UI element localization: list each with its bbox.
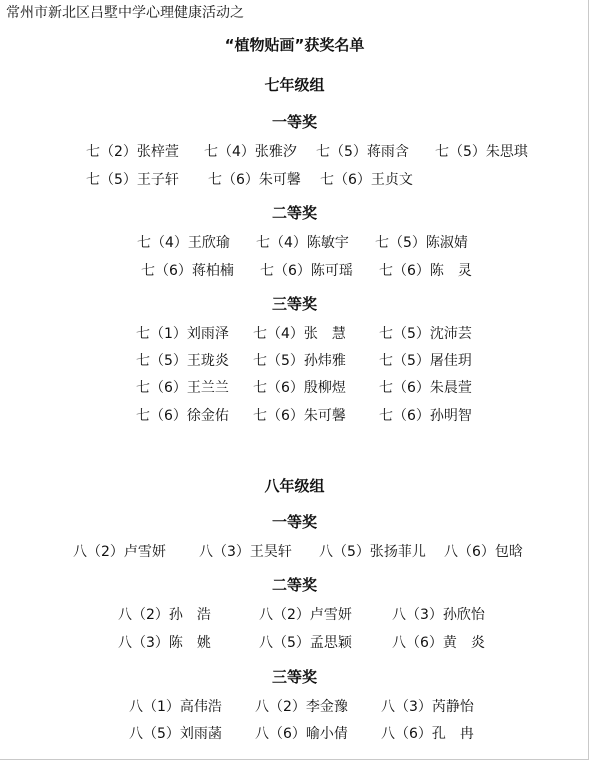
winner-name: 七（6）王贞文 <box>320 172 413 188</box>
winner-name: 八（3）王昊轩 <box>199 544 292 560</box>
winner-name: 七（5）蒋雨含 <box>316 144 409 160</box>
winner-name: 八（5）刘雨菡 <box>129 726 222 742</box>
prize-title-g8-third: 三等奖 <box>271 668 317 686</box>
winner-name: 七（6）徐金佑 <box>136 408 229 424</box>
winner-name: 七（2）张梓萱 <box>86 144 179 160</box>
prize-title-g7-first: 一等奖 <box>271 113 317 131</box>
winner-name: 七（5）孙炜雅 <box>253 353 346 369</box>
winner-name: 七（5）王珑炎 <box>136 353 229 369</box>
group-title-grade7: 七年级组 <box>264 76 325 94</box>
prize-title-g7-third: 三等奖 <box>271 295 317 313</box>
winner-name: 七（5）沈沛芸 <box>379 326 472 342</box>
winner-name: 七（6）王兰兰 <box>136 380 229 396</box>
winner-name: 八（3）陈 姚 <box>118 635 211 651</box>
winner-name: 七（6）朱晨萱 <box>379 380 472 396</box>
document-header: 常州市新北区吕墅中学心理健康活动之 <box>6 5 244 21</box>
prize-title-g7-second: 二等奖 <box>271 204 317 222</box>
winner-name: 八（2）卢雪妍 <box>259 607 352 623</box>
winner-name: 八（3）芮静怡 <box>381 699 474 715</box>
winner-name: 七（6）朱可馨 <box>208 172 301 188</box>
winner-name: 七（6）陈 灵 <box>379 263 472 279</box>
winner-name: 八（5）张扬菲儿 <box>319 544 426 560</box>
winner-name: 七（5）陈淑婧 <box>375 235 468 251</box>
winner-name: 七（6）朱可馨 <box>253 408 346 424</box>
winner-name: 七（5）屠佳玥 <box>379 353 472 369</box>
document-title: “植物贴画”获奖名单 <box>224 36 365 54</box>
winner-name: 八（3）孙欣怡 <box>392 607 485 623</box>
winner-name: 七（6）蒋柏楠 <box>141 263 234 279</box>
winner-name: 七（4）张雅汐 <box>204 144 297 160</box>
winner-name: 七（5）王子轩 <box>86 172 179 188</box>
winner-name: 八（6）喻小倩 <box>255 726 348 742</box>
winner-name: 八（2）孙 浩 <box>118 607 211 623</box>
winner-name: 八（6）孔 冉 <box>381 726 474 742</box>
winner-name: 七（6）殷柳煜 <box>253 380 346 396</box>
winner-name: 八（2）卢雪妍 <box>73 544 166 560</box>
group-title-grade8: 八年级组 <box>264 477 325 495</box>
prize-title-g8-first: 一等奖 <box>271 513 317 531</box>
winner-name: 八（5）孟思颖 <box>259 635 352 651</box>
winner-name: 八（1）高伟浩 <box>129 699 222 715</box>
winner-name: 七（4）王欣瑜 <box>137 235 230 251</box>
winner-name: 八（6）包晗 <box>444 544 523 560</box>
prize-title-g8-second: 二等奖 <box>271 576 317 594</box>
winner-name: 八（2）李金豫 <box>255 699 348 715</box>
winner-name: 七（6）孙明智 <box>379 408 472 424</box>
winner-name: 八（6）黄 炎 <box>392 635 485 651</box>
winner-name: 七（1）刘雨泽 <box>136 326 229 342</box>
winner-name: 七（4）陈敏宇 <box>256 235 349 251</box>
winner-name: 七（4）张 慧 <box>253 326 346 342</box>
winner-name: 七（6）陈可瑶 <box>260 263 353 279</box>
winner-name: 七（5）朱思琪 <box>435 144 528 160</box>
